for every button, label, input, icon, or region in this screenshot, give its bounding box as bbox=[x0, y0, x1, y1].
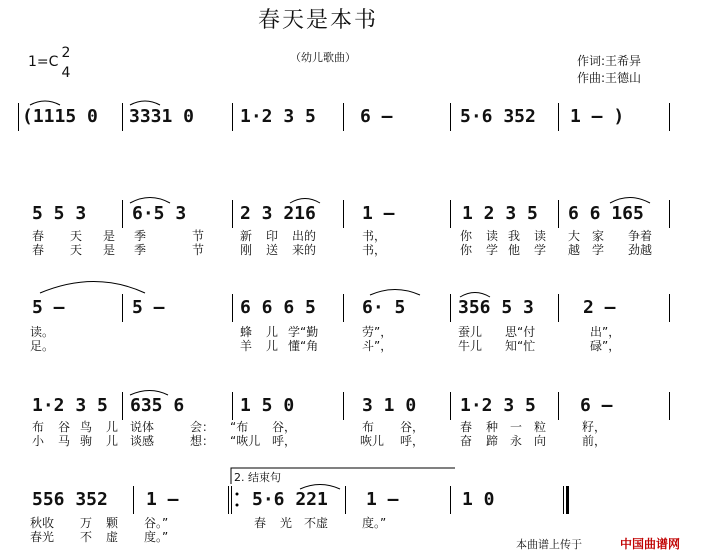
lyric-verse1: 是 bbox=[103, 229, 116, 243]
notes-measure: 6 – bbox=[580, 395, 613, 416]
notes-measure: 6·5 3 bbox=[132, 203, 187, 224]
lyric-verse1: 出的 bbox=[292, 229, 317, 243]
notes-measure: 1·2 3 5 bbox=[460, 395, 536, 416]
lyric-verse1: 印 bbox=[266, 229, 279, 243]
slur bbox=[30, 101, 60, 105]
notes-measure: 5 5 3 bbox=[32, 203, 87, 224]
lyric-verse1: 书， bbox=[362, 229, 387, 243]
notes-measure: 5 – bbox=[32, 297, 65, 318]
lyric-verse2: 呼， bbox=[400, 434, 425, 448]
lyric-verse2: 牛儿 bbox=[458, 339, 483, 353]
slur bbox=[130, 101, 160, 105]
lyric-verse2: 永 bbox=[510, 434, 523, 448]
slur bbox=[300, 485, 340, 490]
lyric-verse2: 度。” bbox=[144, 530, 169, 544]
lyric-verse1: 一 bbox=[510, 420, 523, 434]
notes-measure: 1 – bbox=[362, 203, 395, 224]
lyric-verse1: 春 bbox=[32, 229, 45, 243]
volta-bracket bbox=[231, 468, 455, 484]
slur bbox=[460, 293, 490, 298]
lyric-verse2: 你 bbox=[460, 243, 473, 257]
notes-measure: 1 – bbox=[146, 489, 179, 510]
lyric-verse1: 布 bbox=[362, 420, 375, 434]
lyric-verse2: 谈感 bbox=[130, 434, 155, 448]
lyric-verse1: 蚕儿 bbox=[458, 325, 483, 339]
lyric-verse1: 颗 bbox=[106, 516, 119, 530]
lyric-verse2: 学 bbox=[592, 243, 605, 257]
lyric-verse2: 学 bbox=[486, 243, 499, 257]
lyric-verse2: 他 bbox=[508, 243, 521, 257]
lyric-verse1: 万 bbox=[80, 516, 93, 530]
notes-measure: (1115 0 bbox=[22, 106, 98, 127]
lyric-verse2: 懂“角 bbox=[288, 339, 319, 353]
notes-measure: 5·6 221 bbox=[252, 489, 328, 510]
lyric-verse1: 儿 bbox=[106, 420, 119, 434]
lyric-verse2: 驹 bbox=[80, 434, 93, 448]
lyric-verse2: 天 bbox=[70, 243, 83, 257]
lyric-verse1: 谷， bbox=[400, 420, 425, 434]
lyric-verse2: 是 bbox=[103, 243, 116, 257]
lyric-verse2: 足。 bbox=[30, 339, 55, 353]
lyric-verse2: 咴儿 bbox=[360, 434, 385, 448]
lyric-verse1: 谷， bbox=[272, 420, 297, 434]
lyric-verse2: 越 bbox=[568, 243, 581, 257]
lyric-verse1: 我 bbox=[508, 229, 521, 243]
lyric-verse2: 劲越 bbox=[628, 243, 653, 257]
lyric-verse2: 奋 bbox=[460, 434, 473, 448]
lyric-verse2: 碌”， bbox=[590, 339, 621, 353]
lyric-verse1: 会： bbox=[190, 420, 215, 434]
slur bbox=[610, 198, 650, 204]
lyric-verse2: 斗”， bbox=[362, 339, 393, 353]
notes-measure: 356 5 3 bbox=[458, 297, 534, 318]
notes-measure: 6 6 165 bbox=[568, 203, 644, 224]
time-signature-bottom: 4 bbox=[61, 65, 71, 81]
lyric-verse1: 大 bbox=[568, 229, 581, 243]
lyric-verse1: 度。” bbox=[362, 516, 387, 530]
site-logo: 中国曲谱网 bbox=[620, 537, 681, 551]
lyric-verse2: 来的 bbox=[292, 243, 317, 257]
notes-measure: 556 352 bbox=[32, 489, 108, 510]
notes-measure: 3331 0 bbox=[129, 106, 195, 127]
slur bbox=[40, 282, 145, 294]
notes-measure: 635 6 bbox=[130, 395, 185, 416]
lyric-verse2: 节 bbox=[192, 243, 205, 257]
lyric-verse1: 种 bbox=[486, 420, 499, 434]
notes-measure: 6 6 6 5 bbox=[240, 297, 316, 318]
notes-measure: 5·6 352 bbox=[460, 106, 536, 127]
lyric-verse1: 光 bbox=[280, 516, 293, 530]
lyric-verse2: 刚 bbox=[240, 243, 253, 257]
lyric-verse1: 劳”， bbox=[362, 325, 393, 339]
notes-measure: 5 – bbox=[132, 297, 165, 318]
genre-label: （幼儿歌曲） bbox=[290, 51, 356, 64]
lyric-verse1: 读。 bbox=[30, 325, 55, 339]
lyric-verse1: 季 bbox=[134, 229, 147, 243]
lyric-verse1: 蜂 bbox=[240, 325, 253, 339]
repeat-dot bbox=[236, 493, 239, 496]
lyric-verse2: 小 bbox=[32, 434, 45, 448]
lyric-verse1: 家 bbox=[592, 229, 605, 243]
lyric-verse1: 读 bbox=[486, 229, 499, 243]
slur bbox=[370, 290, 420, 296]
lyric-verse2: 送 bbox=[266, 243, 279, 257]
lyric-verse1: 不虚 bbox=[304, 516, 329, 530]
lyric-verse1: 学“勤 bbox=[288, 325, 319, 339]
song-title: 春天是本书 bbox=[258, 8, 379, 33]
lyric-verse1: 谷。” bbox=[144, 516, 169, 530]
lyric-verse1: 秋收 bbox=[30, 516, 55, 530]
notes-measure: 1 5 0 bbox=[240, 395, 295, 416]
lyric-verse1: 儿 bbox=[266, 325, 279, 339]
lyric-verse2: 马 bbox=[58, 434, 71, 448]
lyric-verse1: 籽， bbox=[582, 420, 607, 434]
footer-text: 本曲谱上传于 bbox=[516, 538, 582, 551]
notes-measure: 1 – bbox=[366, 489, 399, 510]
lyric-verse1: 春 bbox=[254, 516, 267, 530]
lyric-verse1: 争着 bbox=[628, 229, 653, 243]
lyric-verse2: 蹄 bbox=[486, 434, 499, 448]
notes-measure: 1·2 3 5 bbox=[32, 395, 108, 416]
lyric-verse1: 说体 bbox=[130, 420, 155, 434]
key-signature: 1=C bbox=[28, 54, 59, 70]
lyric-verse2: 春光 bbox=[30, 530, 55, 544]
slur bbox=[130, 198, 170, 204]
lyric-verse1: 节 bbox=[192, 229, 205, 243]
lyric-verse2: 前， bbox=[582, 434, 607, 448]
lyric-verse2: 学 bbox=[534, 243, 547, 257]
notes-measure: 3 1 0 bbox=[362, 395, 417, 416]
lyric-verse2: 想： bbox=[190, 434, 215, 448]
lyric-verse1: “布 bbox=[230, 420, 249, 434]
notes-measure: 2 3 216 bbox=[240, 203, 316, 224]
repeat-dot bbox=[236, 504, 239, 507]
lyric-verse1: 读 bbox=[534, 229, 547, 243]
lyricist-credit: 作词:王希异 bbox=[577, 54, 642, 68]
notes-measure: 1 0 bbox=[462, 489, 495, 510]
lyric-verse2: 知“忙 bbox=[505, 339, 536, 353]
lyric-verse2: “咴儿 bbox=[230, 434, 261, 448]
lyric-verse1: 春 bbox=[460, 420, 473, 434]
lyric-verse2: 虚 bbox=[106, 530, 119, 544]
notes-measure: 1 – ) bbox=[570, 106, 625, 127]
lyric-verse2: 不 bbox=[80, 530, 93, 544]
lyric-verse1: 出”， bbox=[590, 325, 621, 339]
lyric-verse1: 新 bbox=[240, 229, 253, 243]
notes-measure: 1·2 3 5 bbox=[240, 106, 316, 127]
volta-label: 2. 结束句 bbox=[234, 471, 281, 484]
lyric-verse1: 你 bbox=[460, 229, 473, 243]
lyric-verse2: 羊 bbox=[240, 339, 253, 353]
composer-credit: 作曲:王德山 bbox=[577, 71, 642, 85]
slur bbox=[130, 391, 168, 396]
lyric-verse2: 季 bbox=[134, 243, 147, 257]
lyric-verse1: 谷 bbox=[58, 420, 71, 434]
lyric-verse2: 向 bbox=[534, 434, 547, 448]
notes-measure: 6· 5 bbox=[362, 297, 406, 318]
lyric-verse2: 儿 bbox=[266, 339, 279, 353]
lyric-verse2: 儿 bbox=[106, 434, 119, 448]
lyric-verse1: 粒 bbox=[534, 420, 547, 434]
lyric-verse1: 思“付 bbox=[505, 325, 536, 339]
lyric-verse1: 鸟 bbox=[80, 420, 93, 434]
lyric-verse1: 布 bbox=[32, 420, 45, 434]
lyric-verse2: 春 bbox=[32, 243, 45, 257]
slur bbox=[290, 199, 320, 204]
notes-measure: 1 2 3 5 bbox=[462, 203, 538, 224]
notes-measure: 2 – bbox=[583, 297, 616, 318]
lyric-verse2: 呼， bbox=[272, 434, 297, 448]
lyric-verse2: 书， bbox=[362, 243, 387, 257]
lyric-verse1: 天 bbox=[70, 229, 83, 243]
time-signature-top: 2 bbox=[61, 45, 71, 61]
notes-measure: 6 – bbox=[360, 106, 393, 127]
